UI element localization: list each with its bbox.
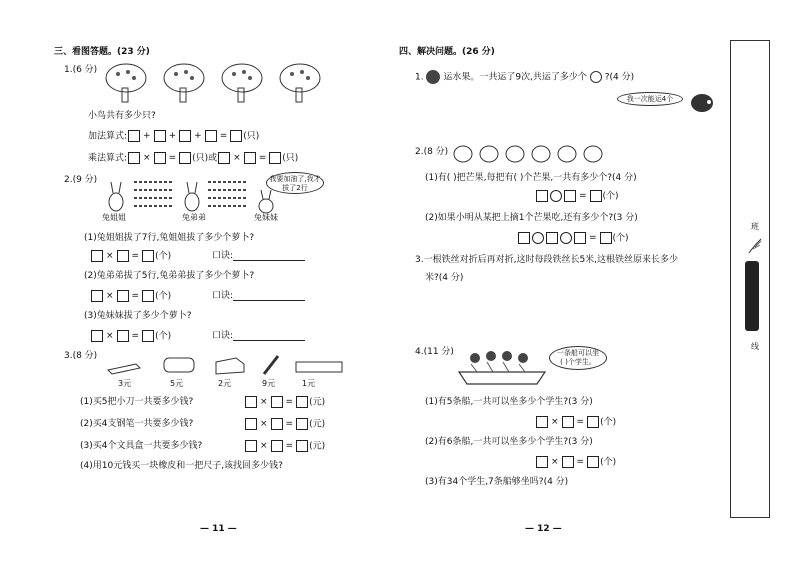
koujue-blank[interactable] [233, 251, 305, 261]
unit-label: (元) [309, 441, 326, 452]
q3-sub1-eq [244, 396, 325, 409]
r-q1-text: 运水果。一共运了9次,共运了多少个 [443, 72, 587, 83]
answer-box[interactable] [128, 152, 140, 164]
answer-box[interactable] [536, 416, 548, 428]
unit-label: (个) [155, 331, 172, 342]
page-number-left: — 11 — [200, 524, 237, 534]
price-eraser: 2元 [218, 379, 232, 388]
answer-box[interactable] [179, 130, 191, 142]
answer-box[interactable] [271, 440, 283, 452]
q3-sub2-eq [244, 418, 325, 431]
koujue-label: 口诀: [212, 291, 234, 301]
answer-box[interactable] [230, 130, 242, 142]
q2-sub2-koujue [212, 290, 305, 302]
times-sign: × [551, 417, 559, 427]
binding-margin [730, 40, 770, 518]
q3-sub2: (2)买4支钢笔一共要多少钱? [80, 419, 194, 429]
answer-box[interactable] [91, 330, 103, 342]
answer-box[interactable] [536, 190, 548, 202]
r-q2-sub1: (1)有( )把芒果,每把有( )个芒果,一共有多少个?(4 分) [425, 173, 637, 183]
answer-box[interactable] [564, 190, 576, 202]
equals-sign: = [258, 153, 267, 163]
q2-label: 2.(9 分) [64, 175, 98, 185]
answer-box[interactable] [296, 396, 308, 408]
answer-box[interactable] [562, 416, 574, 428]
unit-label: (只) [282, 153, 299, 164]
operator-circle[interactable] [550, 190, 562, 202]
q2-sub2-eq [90, 290, 171, 303]
answer-box[interactable] [205, 130, 217, 142]
unit-label: (只)或 [192, 153, 218, 164]
r-q1-score: ?(4 分) [604, 72, 635, 83]
unit-label: (只) [243, 131, 260, 142]
plus-sign: + [168, 131, 177, 141]
answer-box[interactable] [271, 418, 283, 430]
r-q4-sub2-eq [535, 456, 616, 469]
r-q4-sub3: (3)有34个学生,7条船够坐吗?(4 分) [425, 477, 569, 487]
times-sign: × [143, 153, 151, 163]
answer-box[interactable] [117, 330, 129, 342]
equals-sign: = [589, 233, 597, 243]
unit-label: (个) [600, 457, 617, 468]
boat-with-students-image [457, 348, 547, 391]
answer-box[interactable] [518, 232, 530, 244]
times-sign: × [551, 457, 559, 467]
right-page [395, 0, 725, 573]
unit-label: (个) [612, 233, 629, 244]
operator-circle[interactable] [532, 232, 544, 244]
sidebar-char-3: 线 [751, 342, 759, 351]
mult-label: 乘法算式: [88, 153, 128, 164]
page-number-right: — 12 — [525, 524, 562, 534]
q1-label: 1.(6 分) [64, 65, 98, 75]
r-q1-label: 1. [415, 72, 424, 83]
equals-sign: = [131, 291, 140, 301]
equals-sign: = [285, 441, 294, 451]
r-q4-sub1: (1)有5条船,一共可以坐多少个学生?(3 分) [425, 397, 593, 407]
r-q2-label: 2.(8 分) [415, 147, 449, 157]
q3-sub1: (1)买5把小刀一共要多少钱? [80, 397, 194, 407]
rabbit-name-3: 兔妹妹 [254, 213, 278, 222]
q1-addition-row [88, 130, 259, 143]
apple-icon [590, 71, 602, 83]
times-sign: × [260, 441, 268, 451]
rabbit-name-1: 兔姐姐 [102, 213, 126, 222]
plus-sign: + [194, 131, 202, 141]
unit-label: (个) [602, 191, 619, 202]
q2-sub2: (2)兔弟弟拔了5行,兔弟弟拔了多少个萝卜? [84, 271, 255, 281]
equals-sign: = [219, 131, 228, 141]
koujue-label: 口诀: [212, 251, 234, 261]
unit-label: (元) [309, 419, 326, 430]
logo-badge-icon [745, 261, 759, 331]
q2-sub3-eq [90, 330, 171, 343]
koujue-label: 口诀: [212, 331, 234, 341]
plus-sign: + [143, 131, 151, 141]
operator-circle[interactable] [560, 232, 572, 244]
q2-sub3: (3)兔妹妹拔了多少个萝卜? [84, 311, 192, 321]
equals-sign: = [131, 331, 140, 341]
q2-sub1-eq [90, 250, 171, 263]
trees-with-birds-image [104, 62, 324, 107]
times-sign: × [233, 153, 241, 163]
boat-bubble-line1: 一条船可以坐 [557, 349, 599, 357]
hedgehog-icon [426, 70, 440, 84]
r-q2-sub1-eq [535, 190, 619, 203]
answer-box[interactable] [587, 456, 599, 468]
koujue-blank[interactable] [233, 291, 305, 301]
section-title-4: 四、解决问题。(26 分) [399, 47, 495, 57]
answer-box[interactable] [587, 416, 599, 428]
answer-box[interactable] [590, 190, 602, 202]
equals-sign: = [131, 251, 140, 261]
equals-sign: = [576, 457, 585, 467]
r-q2-sub2: (2)如果小明从某把上摘1个芒果吃,还有多少个?(3 分) [425, 213, 638, 223]
equals-sign: = [285, 419, 294, 429]
answer-box[interactable] [128, 130, 140, 142]
boat-bubble-line2: ( )个学生。 [560, 358, 596, 366]
answer-box[interactable] [117, 250, 129, 262]
answer-box[interactable] [154, 130, 166, 142]
answer-box[interactable] [296, 418, 308, 430]
equals-sign: = [579, 191, 587, 201]
answer-box[interactable] [179, 152, 191, 164]
q3-sub3: (3)买4个文具盒一共要多少钱? [80, 441, 203, 451]
q3-sub3-eq [244, 440, 325, 453]
unit-label: (个) [155, 251, 172, 262]
equals-sign: = [576, 417, 585, 427]
times-sign: × [260, 397, 268, 407]
answer-box[interactable] [245, 440, 257, 452]
unit-label: (个) [155, 291, 172, 302]
answer-box[interactable] [117, 290, 129, 302]
sidebar-char-1: 班 [751, 222, 759, 231]
boat-speech-bubble [549, 346, 607, 370]
answer-box[interactable] [245, 418, 257, 430]
hedgehog-image [689, 88, 715, 117]
answer-box[interactable] [536, 456, 548, 468]
q2-sub1-koujue [212, 250, 305, 262]
rabbit-name-2: 兔弟弟 [182, 213, 206, 222]
answer-box[interactable] [154, 152, 166, 164]
q3-label: 3.(8 分) [64, 351, 98, 361]
unit-label: (个) [600, 417, 617, 428]
price-pencil-box: 5元 [170, 379, 184, 388]
equals-sign: = [285, 397, 294, 407]
answer-box[interactable] [244, 152, 256, 164]
q2-sub1: (1)兔姐姐拔了7行,兔姐姐拔了多少个萝卜? [84, 233, 255, 243]
answer-box[interactable] [269, 152, 281, 164]
answer-box[interactable] [218, 152, 230, 164]
answer-box[interactable] [296, 440, 308, 452]
rabbit-speech-bubble: 我要加油了,我才拔了2行 [266, 172, 324, 194]
r-q3-line1: 3.一根铁丝对折后再对折,这时每段铁丝长5米,这根铁丝原来长多少 [415, 255, 679, 265]
q3-sub4: (4)用10元钱买一块橡皮和一把尺子,该找回多少钱? [80, 461, 283, 471]
answer-box[interactable] [142, 290, 154, 302]
price-knife: 3元 [118, 379, 132, 388]
r-q4-sub1-eq [535, 416, 616, 429]
answer-box[interactable] [574, 232, 586, 244]
answer-box[interactable] [142, 250, 154, 262]
feather-icon [747, 237, 763, 255]
r-q2-sub2-eq [517, 232, 629, 245]
mangoes-image [453, 144, 603, 167]
stationery-image [106, 354, 346, 379]
times-sign: × [260, 419, 268, 429]
section-title-3: 三、看图答题。(23 分) [54, 47, 150, 57]
hedgehog-speech-bubble: 我一次能运4个 [617, 92, 683, 106]
price-ruler: 1元 [302, 379, 316, 388]
r-q4-sub2: (2)有6条船,一共可以坐多少个学生?(3 分) [425, 437, 593, 447]
answer-box[interactable] [271, 396, 283, 408]
addition-label: 加法算式: [88, 131, 128, 142]
times-sign: × [106, 291, 114, 301]
times-sign: × [106, 331, 114, 341]
times-sign: × [106, 251, 114, 261]
r-q3-line2: 米?(4 分) [425, 273, 464, 283]
left-page [40, 0, 385, 573]
answer-box[interactable] [546, 232, 558, 244]
unit-label: (元) [309, 397, 326, 408]
q1-question: 小鸟共有多少只? [88, 111, 156, 121]
answer-box[interactable] [91, 250, 103, 262]
equals-sign: = [168, 153, 177, 163]
answer-box[interactable] [91, 290, 103, 302]
answer-box[interactable] [142, 330, 154, 342]
answer-box[interactable] [600, 232, 612, 244]
price-pen: 9元 [262, 379, 276, 388]
koujue-blank[interactable] [233, 331, 305, 341]
r-q4-label: 4.(11 分) [415, 347, 454, 357]
r-q1-row [415, 70, 634, 84]
answer-box[interactable] [562, 456, 574, 468]
q1-mult-row [88, 152, 298, 165]
q2-sub3-koujue [212, 330, 305, 342]
answer-box[interactable] [245, 396, 257, 408]
